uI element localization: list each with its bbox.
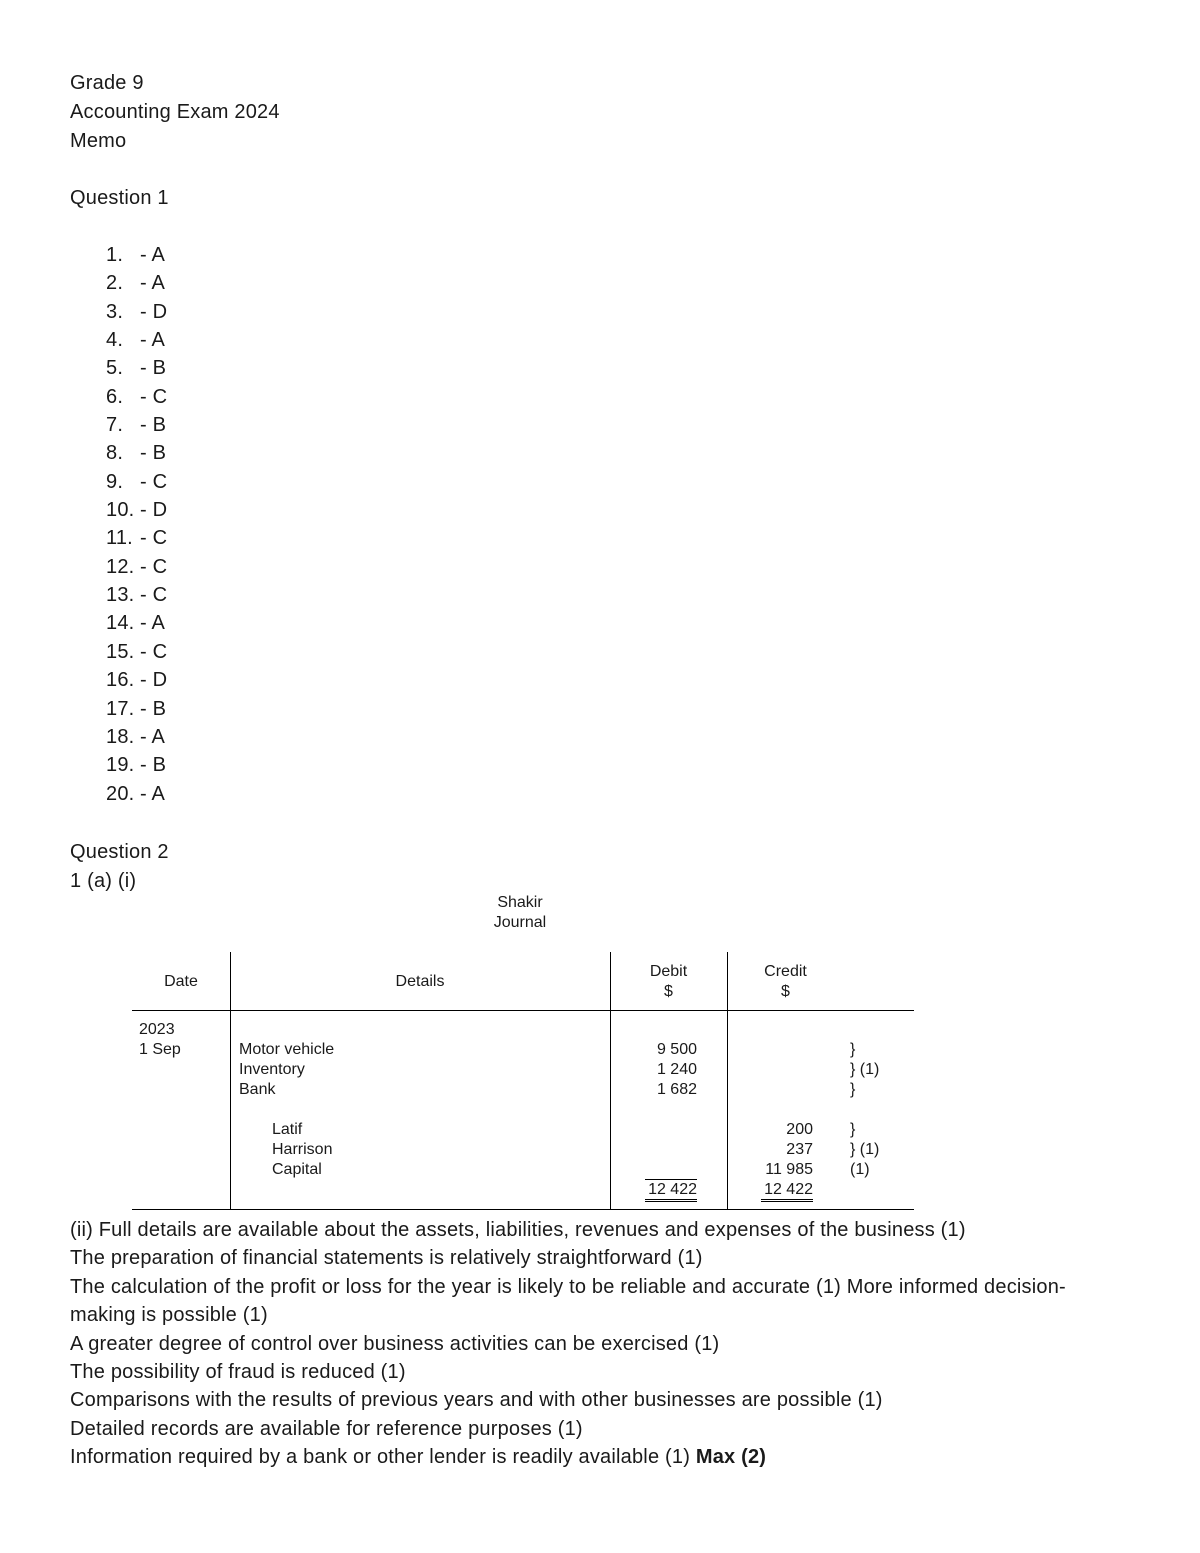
mark-brace: } bbox=[850, 1081, 856, 1098]
debit-account: Bank bbox=[239, 1081, 276, 1098]
credit-amount: 200 bbox=[786, 1121, 813, 1138]
journal-title: Journal bbox=[493, 914, 547, 931]
answer-line: Detailed records are available for reference purposes (1) bbox=[70, 1417, 583, 1440]
answer-item bbox=[106, 496, 167, 524]
mark-brace: } bbox=[850, 1041, 856, 1058]
answer-item bbox=[106, 638, 167, 666]
answer-item bbox=[106, 354, 167, 382]
debit-amount: 1 240 bbox=[656, 1061, 697, 1078]
answer-item bbox=[106, 609, 167, 637]
memo-label: Memo bbox=[70, 130, 127, 152]
answer-line: making is possible (1) bbox=[70, 1304, 268, 1327]
answer-number: 13. bbox=[106, 584, 135, 607]
answer-choice: - B bbox=[140, 697, 167, 720]
header-credit-unit: $ bbox=[781, 983, 790, 1000]
question-1-heading: Question 1 bbox=[70, 187, 169, 209]
answer-choice: - A bbox=[140, 244, 166, 266]
answer-choice: - A bbox=[140, 725, 166, 748]
header-debit-unit: $ bbox=[664, 983, 673, 1000]
mark-brace: (1) bbox=[850, 1161, 870, 1178]
credit-account: Latif bbox=[272, 1121, 303, 1138]
header-date: Date bbox=[164, 973, 198, 990]
answer-item bbox=[106, 411, 167, 439]
answer-choice: - A bbox=[140, 272, 166, 295]
answer-choice: - B bbox=[140, 357, 167, 380]
question-2-subpart: 1 (a) (i) bbox=[70, 870, 137, 892]
answer-choice: - B bbox=[140, 414, 167, 437]
answer-item bbox=[106, 383, 167, 411]
answer-choice: - A bbox=[140, 782, 166, 805]
answer-item bbox=[106, 269, 167, 297]
mark-brace: } (1) bbox=[850, 1141, 880, 1158]
header-credit: Credit bbox=[764, 963, 807, 980]
answer-item bbox=[106, 666, 167, 694]
answer-item bbox=[106, 524, 167, 552]
answer-line: The calculation of the profit or loss for the year is likely to be reliable and accurate (1) More informed decision- bbox=[70, 1275, 1066, 1298]
journal-owner: Shakir bbox=[497, 894, 543, 911]
answer-line-text: Information required by a bank or other lender is readily available (1) bbox=[70, 1446, 696, 1469]
mark-brace: } (1) bbox=[850, 1061, 880, 1078]
answer-choice: - A bbox=[140, 329, 166, 352]
answer-number: 2. bbox=[106, 272, 124, 295]
answer-line: The preparation of financial statements is relatively straightforward (1) bbox=[70, 1247, 703, 1270]
answer-choice: - C bbox=[140, 385, 168, 408]
answer-choice: - C bbox=[140, 470, 168, 493]
answer-number: 17. bbox=[106, 697, 135, 720]
answer-line: Comparisons with the results of previous years and with other businesses are possible (1) bbox=[70, 1389, 883, 1412]
part-ii-answer bbox=[70, 1216, 1150, 1472]
answer-item bbox=[106, 780, 167, 808]
credit-amount: 11 985 bbox=[765, 1161, 813, 1178]
answer-number: 12. bbox=[106, 555, 135, 578]
answer-choice: - C bbox=[140, 527, 168, 550]
answer-number: 10. bbox=[106, 499, 135, 522]
exam-title: Accounting Exam 2024 bbox=[70, 101, 280, 123]
answer-number: 4. bbox=[106, 329, 124, 352]
journal-table bbox=[132, 952, 914, 1210]
credit-account: Capital bbox=[272, 1161, 322, 1178]
answer-number: 7. bbox=[106, 414, 124, 437]
question-2-heading: Question 2 bbox=[70, 841, 169, 863]
answer-item bbox=[106, 751, 167, 779]
answer-choice: - B bbox=[140, 754, 167, 777]
answer-line: The possibility of fraud is reduced (1) bbox=[70, 1361, 406, 1384]
debit-amount: 1 682 bbox=[656, 1081, 697, 1098]
answer-line-last bbox=[70, 1443, 1150, 1471]
max-marks: Max (2) bbox=[695, 1446, 767, 1469]
answer-line: (ii) Full details are available about the assets, liabilities, revenues and expenses of the business (1) bbox=[70, 1219, 966, 1241]
question-1-answer-list bbox=[106, 241, 167, 808]
credit-amount: 237 bbox=[786, 1141, 813, 1158]
answer-choice: - A bbox=[140, 612, 166, 635]
answer-number: 6. bbox=[106, 385, 124, 408]
answer-number: 1. bbox=[106, 244, 124, 266]
debit-total-rule bbox=[645, 1179, 697, 1180]
answer-number: 14. bbox=[106, 612, 135, 635]
answer-item bbox=[106, 241, 167, 269]
answer-number: 16. bbox=[106, 669, 135, 692]
debit-account: Inventory bbox=[239, 1061, 305, 1078]
header-details: Details bbox=[395, 973, 445, 990]
answer-choice: - C bbox=[140, 640, 168, 663]
answer-number: 11. bbox=[106, 527, 133, 550]
credit-total: 12 422 bbox=[761, 1181, 813, 1202]
answer-item bbox=[106, 468, 167, 496]
answer-choice: - D bbox=[140, 300, 168, 323]
header-debit: Debit bbox=[649, 963, 688, 980]
answer-item bbox=[106, 439, 167, 467]
answer-number: 20. bbox=[106, 782, 135, 805]
entry-date: 1 Sep bbox=[139, 1041, 181, 1058]
answer-number: 8. bbox=[106, 442, 124, 465]
answer-line: A greater degree of control over business activities can be exercised (1) bbox=[70, 1332, 720, 1355]
answer-item bbox=[106, 695, 167, 723]
answer-choice: - B bbox=[140, 442, 167, 465]
mark-brace: } bbox=[850, 1121, 856, 1138]
entry-year: 2023 bbox=[139, 1021, 175, 1038]
answer-number: 9. bbox=[106, 470, 124, 493]
answer-choice: - C bbox=[140, 584, 168, 607]
debit-account: Motor vehicle bbox=[239, 1041, 335, 1058]
grade-label: Grade 9 bbox=[70, 72, 144, 94]
answer-item bbox=[106, 581, 167, 609]
debit-total: 12 422 bbox=[645, 1181, 697, 1202]
answer-number: 3. bbox=[106, 300, 124, 323]
answer-number: 18. bbox=[106, 725, 135, 748]
answer-number: 15. bbox=[106, 640, 135, 663]
debit-amount: 9 500 bbox=[656, 1041, 697, 1058]
answer-choice: - C bbox=[140, 555, 168, 578]
answer-item bbox=[106, 326, 167, 354]
answer-choice: - D bbox=[140, 499, 168, 522]
answer-item bbox=[106, 553, 167, 581]
bottom-rule bbox=[132, 1209, 914, 1210]
answer-item bbox=[106, 298, 167, 326]
answer-number: 5. bbox=[106, 357, 124, 380]
answer-choice: - D bbox=[140, 669, 168, 692]
answer-number: 19. bbox=[106, 754, 135, 777]
credit-account: Harrison bbox=[272, 1141, 333, 1158]
header-rule bbox=[132, 1010, 914, 1011]
answer-item bbox=[106, 723, 167, 751]
